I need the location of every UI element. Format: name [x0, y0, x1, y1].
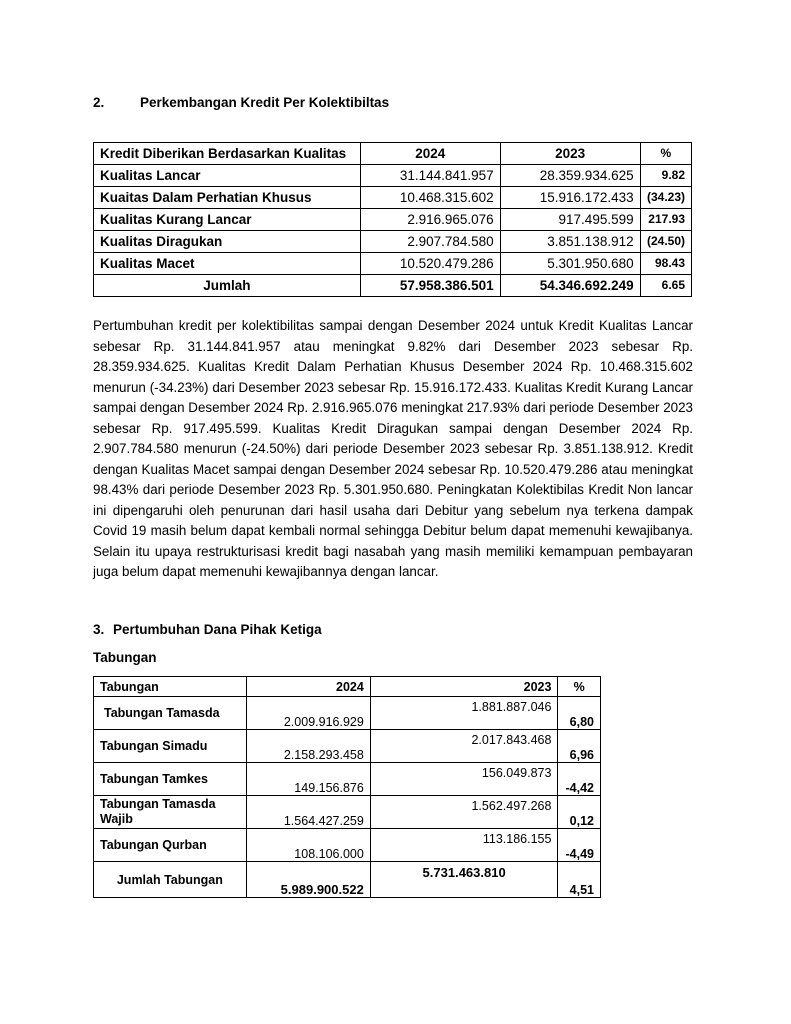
column-header: %: [640, 143, 691, 165]
section-2-number: 2.: [93, 95, 105, 110]
table-row: [94, 796, 601, 829]
total-2023: 5.731.463.810: [370, 862, 558, 898]
total-label: Jumlah Tabungan: [94, 862, 247, 898]
table-row: [94, 165, 692, 187]
total-label: Jumlah: [94, 275, 361, 297]
row-label: Kualitas Diragukan: [94, 231, 361, 253]
total-2023: 54.346.692.249: [500, 275, 640, 297]
row-label: Tabungan Simadu: [94, 730, 247, 763]
value-2024: 2.916.965.076: [360, 209, 500, 231]
value-percent: (24.50): [640, 231, 691, 253]
value-percent: (34.23): [640, 187, 691, 209]
value-percent: 9.82: [640, 165, 691, 187]
section-3-heading: [93, 622, 322, 637]
table-row: [94, 829, 601, 862]
table-header-row: [94, 677, 601, 697]
section-3-title: Pertumbuhan Dana Pihak Ketiga: [113, 622, 322, 637]
row-label: Tabungan Qurban: [94, 829, 247, 862]
value-2023: 1.881.887.046: [370, 697, 558, 730]
value-2024: 10.520.479.286: [360, 253, 500, 275]
value-2024: 2.009.916.929: [246, 697, 370, 730]
column-header: 2023: [370, 677, 558, 697]
section-2-title: Perkembangan Kredit Per Kolektibiltas: [140, 95, 390, 110]
table-total-row: [94, 275, 692, 297]
value-2024: 10.468.315.602: [360, 187, 500, 209]
value-percent: 98.43: [640, 253, 691, 275]
total-2024: 57.958.386.501: [360, 275, 500, 297]
value-2024: 2.158.293.458: [246, 730, 370, 763]
total-percent: 4,51: [558, 862, 601, 898]
value-2024: 108.106.000: [246, 829, 370, 862]
value-2023: 2.017.843.468: [370, 730, 558, 763]
table-row: [94, 209, 692, 231]
total-percent: 6.65: [640, 275, 691, 297]
column-header: 2024: [360, 143, 500, 165]
value-percent: 217.93: [640, 209, 691, 231]
value-2023: 917.495.599: [500, 209, 640, 231]
column-header: %: [558, 677, 601, 697]
row-label: Kualitas Kurang Lancar: [94, 209, 361, 231]
value-percent: -4,49: [558, 829, 601, 862]
table-row: [94, 730, 601, 763]
table-row: [94, 231, 692, 253]
value-percent: 6,80: [558, 697, 601, 730]
kredit-description-paragraph: Pertumbuhan kredit per kolektibilitas sampai dengan Desember 2024 untuk Kredit Kualitas Lancar sebesar Rp. 31.144.841.957 atau meningkat 9.82% dari Desember 2023 sebesar Rp. 28.359.934.625. Kualitas Kredit Dalam Perhatian Khusus Desember 2024 Rp. 10.468.315.602 menurun (-34.23%) dari Desember 2023 sebesar Rp. 15.916.172.433. Kualitas Kredit Kurang Lancar sampai dengan Desember 2024 Rp. 2.916.965.076 meningkat 217.93% dari periode Desember 2023 sebesar Rp. 917.495.599. Kualitas Kredit Diragukan sampai dengan Desember 2024 Rp. 2.907.784.580 menurun (-24.50%) dari periode Desember 2023 sebesar Rp. 3.851.138.912. Kredit dengan Kualitas Macet sampai dengan Desember 2024 sebesar Rp. 10.520.479.286 atau meningkat 98.43% dari periode Desember 2023 Rp. 5.301.950.680. Peningkatan Kolektibilas Kredit Non lancar ini dipengaruhi oleh penurunan dari hasil usaha dari Debitur yang sebelum nya terkena dampak Covid 19 masih belum dapat kembali normal sehingga Debitur belum dapat memenuhi kewajibanya. Selain itu upaya restrukturisasi kredit bagi nasabah yang masih memiliki kemampuan pembayaran juga belum dapat memenuhi kewajibannya dengan lancar.: [93, 318, 694, 579]
value-2024: 1.564.427.259: [246, 796, 370, 829]
table-row: [94, 697, 601, 730]
value-2023: 28.359.934.625: [500, 165, 640, 187]
table-total-row: [94, 862, 601, 898]
table-row: [94, 187, 692, 209]
row-label: Kualitas Macet: [94, 253, 361, 275]
value-percent: -4,42: [558, 763, 601, 796]
value-2023: 5.301.950.680: [500, 253, 640, 275]
table-row: [94, 253, 692, 275]
table-header-row: [94, 143, 692, 165]
value-2023: 156.049.873: [370, 763, 558, 796]
section-2-heading: [93, 95, 390, 110]
column-header: 2023: [500, 143, 640, 165]
total-2024: 5.989.900.522: [246, 862, 370, 898]
value-2024: 149.156.876: [246, 763, 370, 796]
column-header: 2024: [246, 677, 370, 697]
value-percent: 0,12: [558, 796, 601, 829]
value-2024: 31.144.841.957: [360, 165, 500, 187]
value-2023: 1.562.497.268: [370, 796, 558, 829]
table-row: [94, 763, 601, 796]
column-header: Kredit Diberikan Berdasarkan Kualitas: [94, 143, 361, 165]
tabungan-table: [93, 676, 601, 898]
row-label: Tabungan Tamkes: [94, 763, 247, 796]
row-label: Tabungan Tamasda: [94, 697, 247, 730]
tabungan-subtitle: Tabungan: [93, 650, 157, 665]
section-3-number: 3.: [93, 622, 105, 637]
row-label: Kuaitas Dalam Perhatian Khusus: [94, 187, 361, 209]
value-2023: 113.186.155: [370, 829, 558, 862]
column-header: Tabungan: [94, 677, 247, 697]
row-label: Tabungan Tamasda Wajib: [94, 796, 247, 829]
value-2024: 2.907.784.580: [360, 231, 500, 253]
value-2023: 15.916.172.433: [500, 187, 640, 209]
row-label: Kualitas Lancar: [94, 165, 361, 187]
value-percent: 6,96: [558, 730, 601, 763]
value-2023: 3.851.138.912: [500, 231, 640, 253]
kredit-kualitas-table: [93, 142, 692, 297]
